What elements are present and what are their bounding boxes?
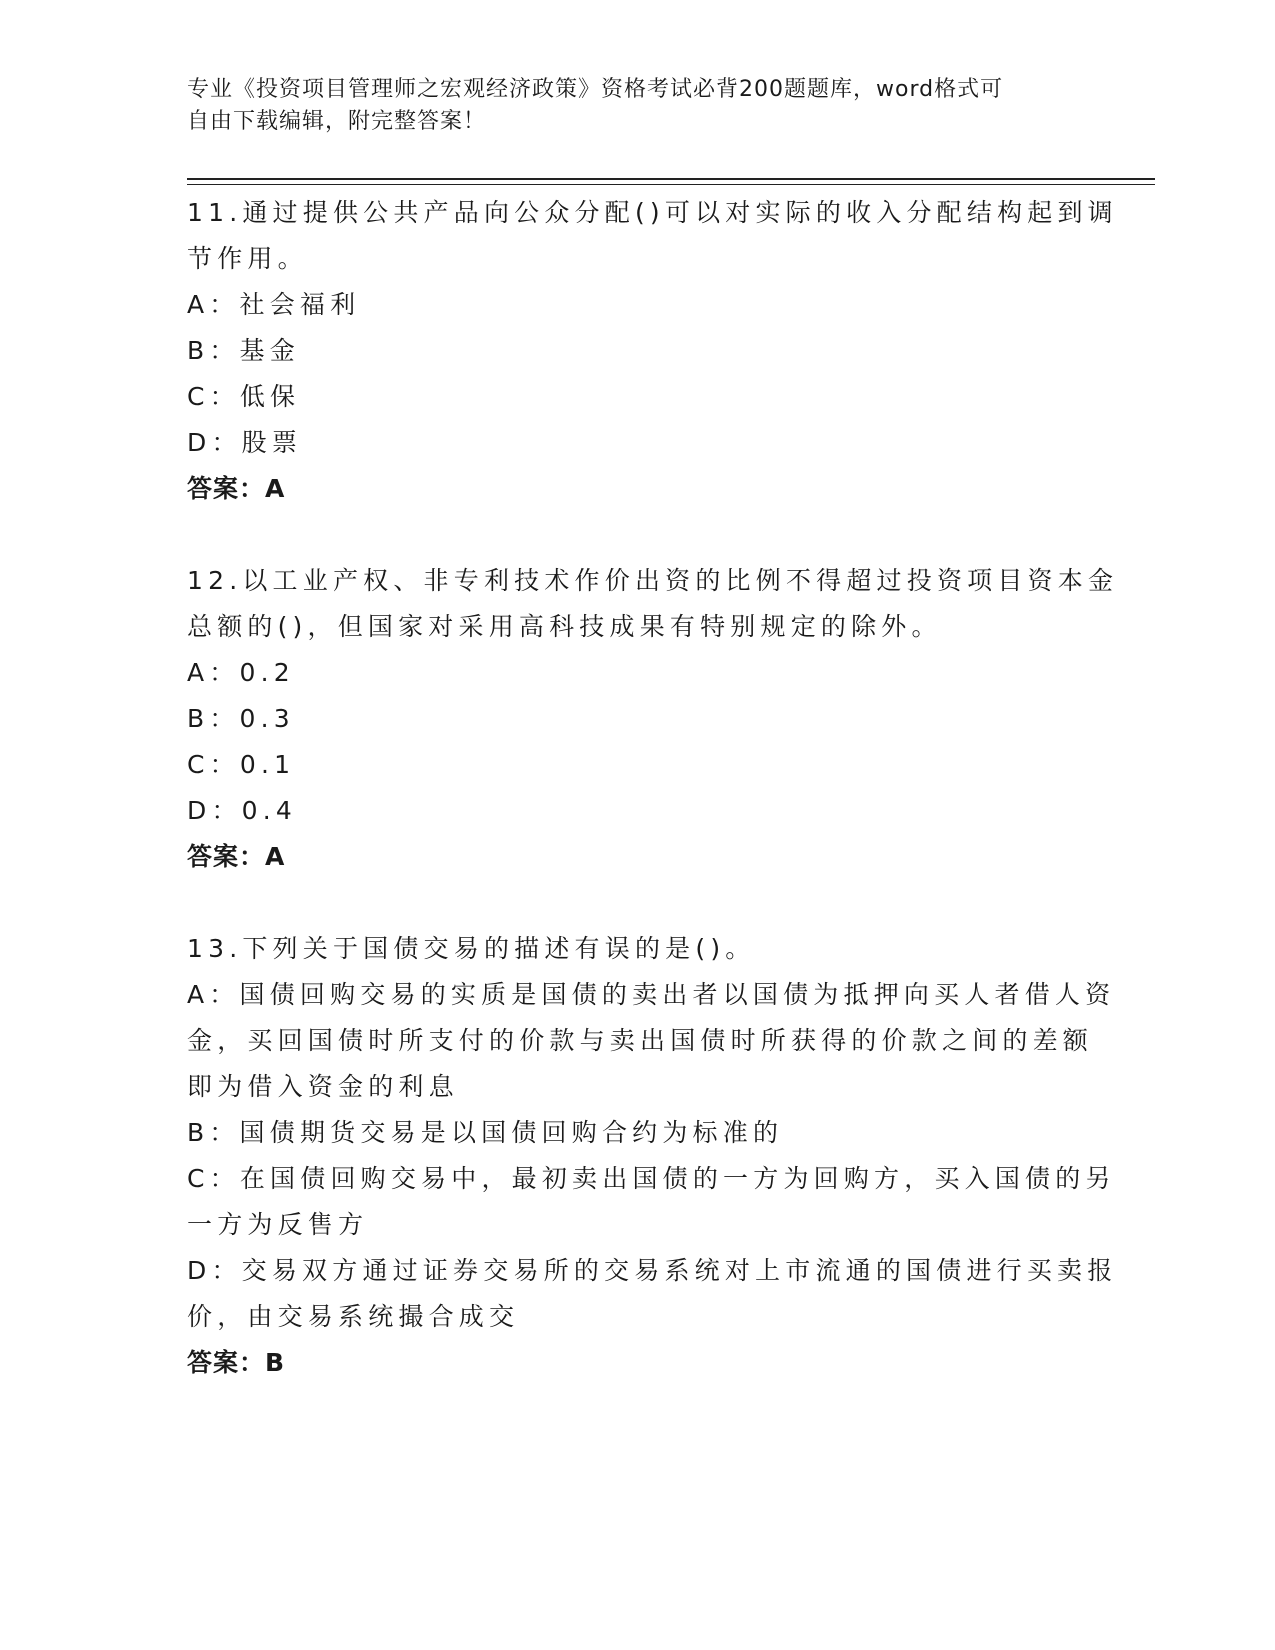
option-a: A：0.2 — [187, 658, 295, 687]
question-13 — [187, 926, 1118, 1386]
option-b: B：国债期货交易是以国债回购合约为标准的 — [187, 1118, 784, 1147]
question-11 — [187, 190, 1118, 512]
question-text-line: 总额的()，但国家对采用高科技成果有特别规定的除外。 — [187, 612, 942, 641]
option-d-line: D：交易双方通过证券交易所的交易系统对上市流通的国债进行买卖报 — [187, 1256, 1118, 1285]
option-b: B：0.3 — [187, 704, 295, 733]
option-c-line: C：在国债回购交易中，最初卖出国债的一方为回购方，买入国债的另 — [187, 1164, 1116, 1193]
option-c: C：低保 — [187, 382, 301, 411]
question-list — [187, 190, 1119, 1432]
question-text-line: 11.通过提供公共产品向公众分配()可以对实际的收入分配结构起到调 — [187, 198, 1118, 227]
option-a-line: 即为借入资金的利息 — [187, 1072, 459, 1101]
answer-line: 答案：A — [187, 474, 286, 503]
option-c-line: 一方为反售方 — [187, 1210, 369, 1239]
option-c: C：0.1 — [187, 750, 296, 779]
option-a: A：社会福利 — [187, 290, 361, 319]
option-d: D：股票 — [187, 428, 303, 457]
header-rule-top — [187, 178, 1155, 180]
question-text-line: 节作用。 — [187, 244, 308, 273]
option-a-line: A：国债回购交易的实质是国债的卖出者以国债为抵押向买人者借人资 — [187, 980, 1116, 1009]
header-rule-bottom — [187, 184, 1155, 185]
question-12 — [187, 558, 1119, 880]
question-text-line: 12.以工业产权、非专利技术作价出资的比例不得超过投资项目资本金 — [187, 566, 1119, 595]
header-line-1: 专业《投资项目管理师之宏观经济政策》资格考试必背200题题库，word格式可 — [187, 77, 1004, 102]
document-header — [187, 74, 1067, 138]
answer-line: 答案：A — [187, 842, 286, 871]
option-a-line: 金，买回国债时所支付的价款与卖出国债时所获得的价款之间的差额 — [187, 1026, 1094, 1055]
question-text-line: 13.下列关于国债交易的描述有误的是()。 — [187, 934, 756, 963]
option-b: B：基金 — [187, 336, 300, 365]
answer-line: 答案：B — [187, 1348, 286, 1377]
header-line-2: 自由下载编辑，附完整答案！ — [187, 109, 487, 134]
option-d: D：0.4 — [187, 796, 298, 825]
option-d-line: 价，由交易系统撮合成交 — [187, 1302, 520, 1331]
